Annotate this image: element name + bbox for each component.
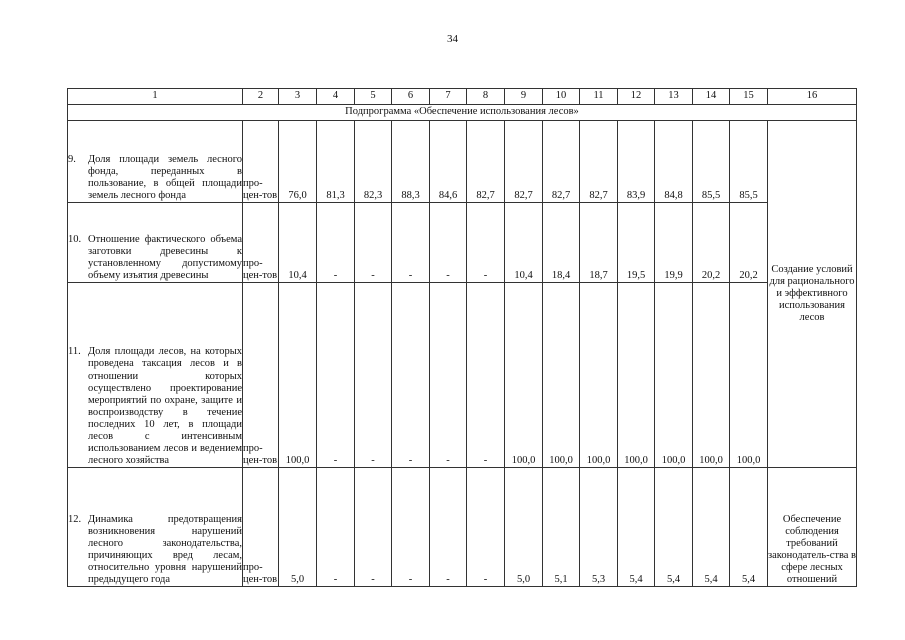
value-cell: 10,4 [505, 203, 543, 283]
value-cell: 85,5 [693, 121, 730, 203]
value-cell: 100,0 [279, 283, 317, 468]
table-row [68, 121, 857, 203]
col-header: 15 [730, 89, 768, 105]
value-cell: 100,0 [543, 283, 580, 468]
value-cell: 5,4 [655, 468, 693, 587]
value-cell: 19,5 [618, 203, 655, 283]
col-header: 6 [392, 89, 430, 105]
unit-cell: про-цен-тов [243, 203, 279, 283]
value-cell: 100,0 [730, 283, 768, 468]
unit-cell: про-цен-тов [243, 283, 279, 468]
value-cell: - [392, 203, 430, 283]
value-cell: 18,7 [580, 203, 618, 283]
indicator-text: Доля площади лесов, на которых проведена таксация лесов и в отношении которых осуществлено проектирование мероприятий по охране, защите и воспроизводству в течение последних 10 лет, в площади лесов с интенсивным использованием лесов и ведением лесного хозяйства [88, 346, 242, 466]
col-header: 2 [243, 89, 279, 105]
column-number-row [68, 89, 857, 105]
value-cell: 100,0 [580, 283, 618, 468]
value-cell: 82,3 [355, 121, 392, 203]
value-cell: - [467, 203, 505, 283]
value-cell: 20,2 [730, 203, 768, 283]
indicators-table [67, 88, 857, 587]
value-cell: 88,3 [392, 121, 430, 203]
value-cell: 82,7 [505, 121, 543, 203]
value-cell: - [317, 468, 355, 587]
col-header: 5 [355, 89, 392, 105]
col-header: 10 [543, 89, 580, 105]
page-number: 34 [447, 33, 458, 45]
value-cell: 19,9 [655, 203, 693, 283]
value-cell: - [355, 283, 392, 468]
value-cell: 100,0 [655, 283, 693, 468]
value-cell: - [355, 203, 392, 283]
indicator-cell [68, 283, 243, 468]
value-cell: 82,7 [467, 121, 505, 203]
value-cell: 20,2 [693, 203, 730, 283]
value-cell: 5,1 [543, 468, 580, 587]
value-cell: 10,4 [279, 203, 317, 283]
value-cell: - [430, 468, 467, 587]
value-cell: - [392, 283, 430, 468]
value-cell: - [430, 203, 467, 283]
unit-cell: про-цен-тов [243, 121, 279, 203]
value-cell: 81,3 [317, 121, 355, 203]
indicator-cell [68, 121, 243, 203]
value-cell: 5,4 [730, 468, 768, 587]
value-cell: 83,9 [618, 121, 655, 203]
col-header: 3 [279, 89, 317, 105]
value-cell: 18,4 [543, 203, 580, 283]
row-number: 10. [68, 233, 82, 245]
row-number: 9. [68, 153, 76, 165]
subprogram-row [68, 105, 857, 121]
goal-cell: Создание условий для рационального и эффективного использования лесов [768, 121, 857, 468]
value-cell: 76,0 [279, 121, 317, 203]
value-cell: 85,5 [730, 121, 768, 203]
value-cell: - [467, 283, 505, 468]
row-number: 12. [68, 513, 82, 525]
value-cell: - [467, 468, 505, 587]
value-cell: - [392, 468, 430, 587]
col-header: 1 [68, 89, 243, 105]
col-header: 7 [430, 89, 467, 105]
value-cell: - [355, 468, 392, 587]
col-header: 4 [317, 89, 355, 105]
col-header: 11 [580, 89, 618, 105]
value-cell: 84,6 [430, 121, 467, 203]
value-cell: 100,0 [618, 283, 655, 468]
table-row [68, 468, 857, 587]
indicator-text: Динамика предотвращения возникновения нарушений лесного законодательства, причиняющих вред лесам, относительно уровня нарушений предыдущего года [88, 513, 242, 585]
col-header: 14 [693, 89, 730, 105]
table-row [68, 283, 857, 468]
subprogram-title: Подпрограмма «Обеспечение использования лесов» [68, 105, 857, 121]
value-cell: 82,7 [543, 121, 580, 203]
value-cell: 5,4 [618, 468, 655, 587]
col-header: 9 [505, 89, 543, 105]
col-header: 8 [467, 89, 505, 105]
col-header: 13 [655, 89, 693, 105]
col-header: 12 [618, 89, 655, 105]
value-cell: 5,4 [693, 468, 730, 587]
indicator-cell [68, 468, 243, 587]
value-cell: 82,7 [580, 121, 618, 203]
indicator-text: Доля площади земель лесного фонда, переданных в пользование, в общей площади земель лесного фонда [88, 153, 242, 201]
value-cell: 84,8 [655, 121, 693, 203]
indicator-text: Отношение фактического объема заготовки древесины к установленному допустимому объему изъятия древесины [88, 233, 242, 281]
value-cell: - [317, 283, 355, 468]
indicator-cell [68, 203, 243, 283]
value-cell: 5,0 [505, 468, 543, 587]
value-cell: - [317, 203, 355, 283]
table-row [68, 203, 857, 283]
col-header: 16 [768, 89, 857, 105]
value-cell: - [430, 283, 467, 468]
row-number: 11. [68, 346, 81, 358]
value-cell: 5,0 [279, 468, 317, 587]
value-cell: 5,3 [580, 468, 618, 587]
goal-cell: Обеспечение соблюдения требований законодатель-ства в сфере лесных отношений [768, 468, 857, 587]
unit-cell: про-цен-тов [243, 468, 279, 587]
value-cell: 100,0 [505, 283, 543, 468]
value-cell: 100,0 [693, 283, 730, 468]
